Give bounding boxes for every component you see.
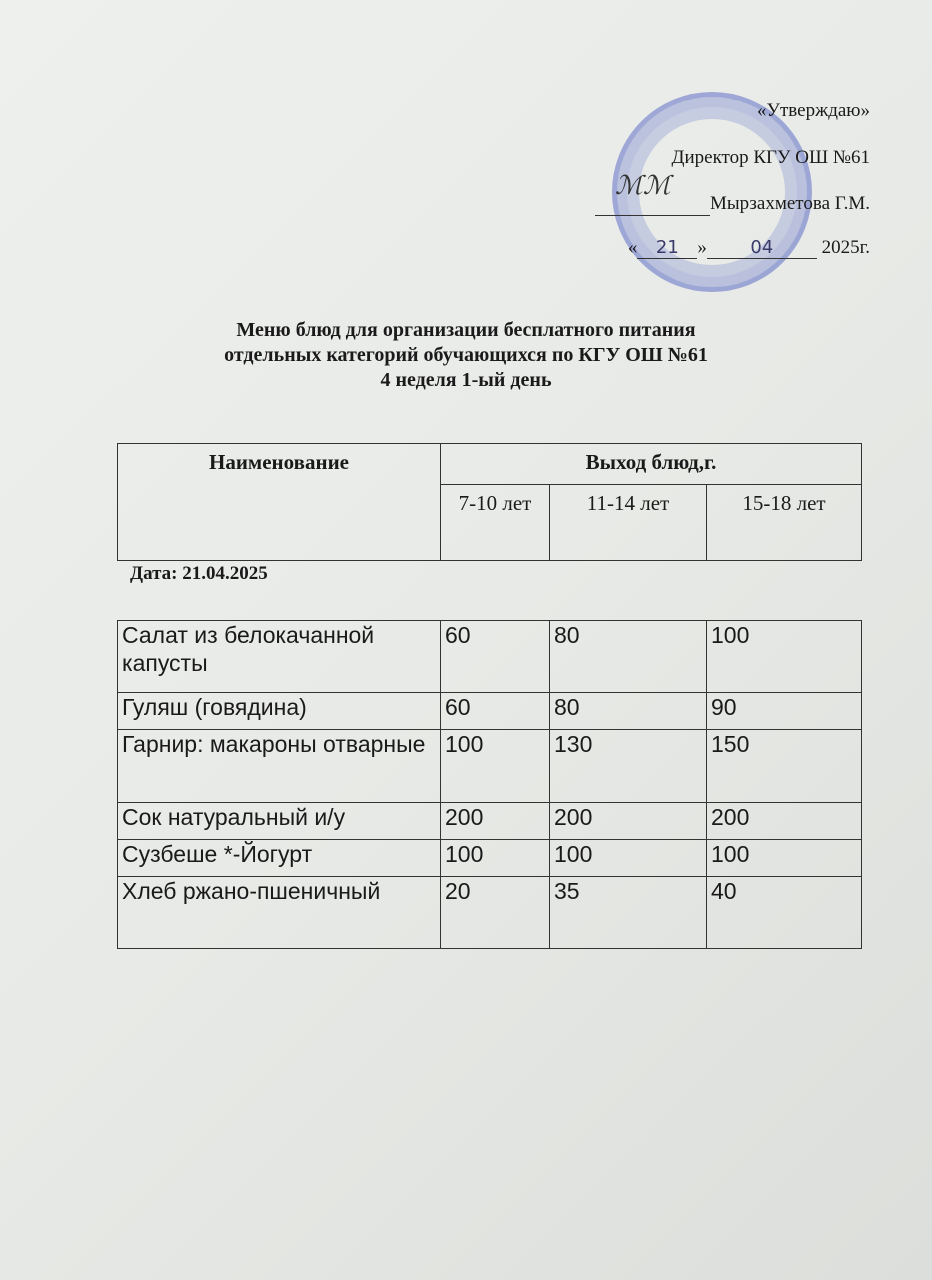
portion-value: 100 [707, 621, 862, 693]
approval-day: 21 [637, 237, 697, 259]
portion-value: 40 [707, 877, 862, 949]
title-line-3: 4 неделя 1-ый день [380, 369, 552, 391]
portion-value: 150 [707, 730, 862, 803]
dish-name: Сузбеше *-Йогурт [118, 840, 441, 877]
portion-value: 80 [550, 621, 707, 693]
portion-value: 20 [441, 877, 550, 949]
portion-value: 200 [707, 803, 862, 840]
approval-month: 04 [707, 237, 817, 259]
portion-value: 80 [550, 693, 707, 730]
approval-date: « 21 » 04 2025г. [627, 237, 870, 258]
portion-value: 60 [441, 693, 550, 730]
director-name: Мырзахметова Г.М. [710, 193, 870, 214]
dish-name: Гуляш (говядина) [118, 693, 441, 730]
director-name-line [595, 171, 870, 216]
signature: ℳℳ [595, 193, 710, 216]
portion-value: 200 [550, 803, 707, 840]
dish-name: Сок натуральный и/у [118, 803, 441, 840]
menu-date: Дата: 21.04.2025 [130, 563, 268, 584]
dish-name: Салат из белокачанной капусты [118, 621, 441, 693]
portion-value: 35 [550, 877, 707, 949]
approve-label: «Утверждаю» [757, 100, 870, 121]
document-title [0, 318, 932, 393]
table-row [118, 693, 862, 730]
director-position: Директор КГУ ОШ №61 [671, 147, 870, 168]
table-row [118, 803, 862, 840]
col-name-header: Наименование [118, 444, 441, 561]
approval-year: 2025г. [821, 237, 870, 258]
table-row [118, 877, 862, 949]
table-row [118, 840, 862, 877]
title-line-2: отдельных категорий обучающихся по КГУ ОШ №61 [224, 344, 708, 366]
portion-value: 100 [441, 840, 550, 877]
portion-value: 130 [550, 730, 707, 803]
portion-value: 100 [707, 840, 862, 877]
title-line-1: Меню блюд для организации бесплатного питания [236, 319, 696, 341]
portion-value: 200 [441, 803, 550, 840]
table-row [118, 730, 862, 803]
header-table [117, 443, 862, 561]
menu-table [117, 620, 862, 949]
dish-name: Гарнир: макароны отварные [118, 730, 441, 803]
portion-value: 100 [441, 730, 550, 803]
table-row [118, 621, 862, 693]
col-output-header: Выход блюд,г. [441, 444, 862, 485]
age-header: 11-14 лет [550, 485, 707, 561]
portion-value: 60 [441, 621, 550, 693]
quote-open: « [627, 237, 638, 258]
age-header: 7-10 лет [441, 485, 550, 561]
age-header: 15-18 лет [707, 485, 862, 561]
portion-value: 90 [707, 693, 862, 730]
portion-value: 100 [550, 840, 707, 877]
dish-name: Хлеб ржано-пшеничный [118, 877, 441, 949]
